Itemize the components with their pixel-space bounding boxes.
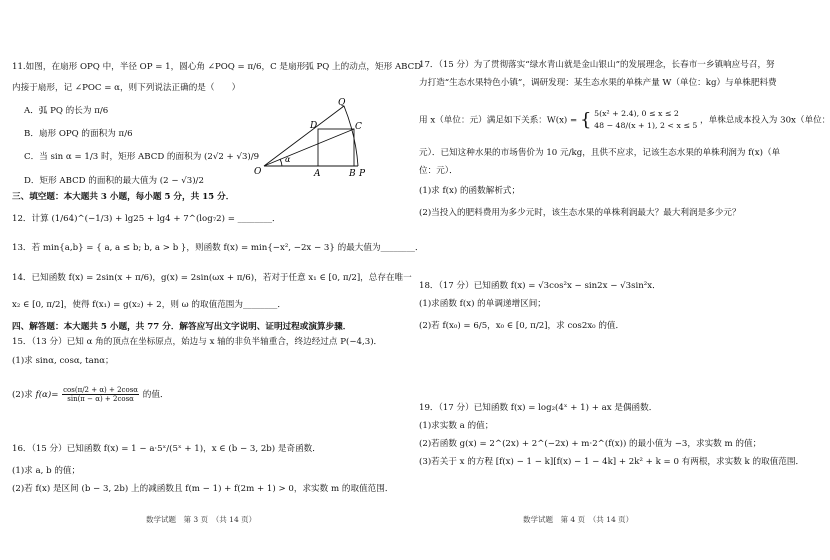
q17-line3-suffix: ，单株总成本投入为 30x（单位： xyxy=(700,115,830,126)
q17-case2: 48 − 48/(x + 1), 2 < x ≤ 5 xyxy=(594,121,698,130)
q18-part1: (1)求函数 f(x) 的单调递增区间； xyxy=(419,299,546,309)
q19-part2: (2)若函数 g(x) = 2^(2x) + 2^(−2x) + m·2^(f(x)) 的最小值为 −3，求实数 m 的值； xyxy=(419,439,762,449)
q11-option-b: B．扇形 OPQ 的面积为 π/6 xyxy=(24,129,133,139)
label-c: C xyxy=(355,122,362,132)
q18-part2: (2)若 f(x₀) = 6/5，x₀ ∈ [0, π/2]，求 cos2x₀ 的值． xyxy=(419,321,625,331)
q19-part3: (3)若关于 x 的方程 [f(x) − 1 − k][f(x) − 1 − 4k] + 2k² + k = 0 有两根，求实数 k 的取值范围． xyxy=(419,457,805,467)
q18-line1: 18．（17 分）已知函数 f(x) = √3cos²x − sin2x − √3sin²x． xyxy=(419,281,661,291)
q15-part2-suffix: 的值． xyxy=(142,390,169,400)
right-page-footer: 数学试题 第 4 页 （共 14 页） xyxy=(523,515,634,524)
label-o: O xyxy=(254,167,262,177)
q17-line5: 位：元）． xyxy=(419,166,458,176)
label-a: A xyxy=(314,169,321,179)
q17-part1: (1)求 f(x) 的函数解析式； xyxy=(419,186,521,196)
label-b: B xyxy=(349,169,356,179)
q17-case1: 5(x² + 2.4), 0 ≤ x ≤ 2 xyxy=(594,109,679,118)
q15-part2-prefix: (2)求 xyxy=(12,390,33,400)
label-p: P xyxy=(359,169,366,179)
q11-option-c: C．当 sin α = 1/3 时，矩形 ABCD 的面积为 (2√2 + √3)/9 xyxy=(24,152,260,162)
sector-figure xyxy=(252,96,372,178)
q16-part1: (1)求 a, b 的值； xyxy=(12,466,81,476)
radius-oq xyxy=(264,106,344,166)
q11-option-a: A．弧 PQ 的长为 π/6 xyxy=(24,106,109,116)
q17-line4: 元）．已知这种水果的市场售价为 10 元/kg，且供不应求，记该生态水果的单株利润为 f(x)（单 xyxy=(419,148,781,158)
arc-pq xyxy=(344,106,358,166)
q13: 13．若 min{a,b} = { a, a ≤ b; b, a > b }，则函数 f(x) = min{−x², −2x − 3} 的最大值为________． xyxy=(12,243,424,253)
label-q: Q xyxy=(338,98,346,108)
q17-part2: (2)当投入的肥料费用为多少元时，该生态水果的单株利润最大？最大利润是多少元？ xyxy=(419,208,741,218)
angle-alpha-arc xyxy=(280,159,282,166)
rectangle-abcd xyxy=(318,129,354,166)
q15-part2 xyxy=(12,386,169,403)
q17-line1: 17．（15 分）为了贯彻落实“绿水青山就是金山银山”的发展理念，长春市一乡镇响应号召，努 xyxy=(419,60,775,70)
label-d: D xyxy=(310,121,318,131)
q11-line2: 内接于扇形，记 ∠POC = α，则下列说法正确的是（ ） xyxy=(12,83,241,93)
q15-fraction xyxy=(62,386,139,403)
piecewise-brace: { xyxy=(579,109,592,131)
segment-oc xyxy=(264,129,354,166)
q12: 12．计算 (1/64)^(−1/3) + lg25 + lg4 + 7^(log₇2) = ________． xyxy=(12,214,281,224)
q19-part1: (1)求实数 a 的值； xyxy=(419,421,494,431)
left-page-footer: 数学试题 第 3 页 （共 14 页） xyxy=(146,515,257,524)
q17-piecewise xyxy=(594,108,697,132)
q16-part2: (2)若 f(x) 是区间 (b − 3, 2b) 上的减函数且 f(m − 1) + f(2m + 1) > 0，求实数 m 的取值范围． xyxy=(12,484,394,494)
section-3-heading: 三、填空题：本大题共 3 小题，每小题 5 分，共 15 分． xyxy=(12,192,235,202)
q15-fraction-denominator: sin(π − α) + 2cosα xyxy=(67,395,134,403)
q15-function-name: f(α)= xyxy=(35,390,59,400)
q14-line2: x₂ ∈ [0, π/2]，使得 f(x₁) = g(x₂) + 2，则 ω 的取值范围为________． xyxy=(12,300,286,310)
q11-line1: 11.如图，在扇形 OPQ 中，半径 OP = 1，圆心角 ∠POQ = π/6，C 是扇形弧 PQ 上的动点，矩形 ABCD xyxy=(12,62,422,72)
q14-line1: 14．已知函数 f(x) = 2sin(x + π/6)，g(x) = 2sin(ωx + π/6)，若对于任意 x₁ ∈ [0, π/2]，总存在唯一 xyxy=(12,273,412,283)
q17-line3-prefix: 用 x（单位：元）满足如下关系：W(x) = xyxy=(419,115,578,126)
q15-part1: (1)求 sinα, cosα, tanα； xyxy=(12,356,114,366)
q19-line1: 19．（17 分）已知函数 f(x) = log₂(4ˣ + 1) + ax 是偶函数． xyxy=(419,403,658,413)
right-page xyxy=(397,0,830,560)
q17-line2: 力打造“生态水果特色小镇”，调研发现：某生态水果的单株产量 W（单位：kg）与单株肥料费 xyxy=(419,78,777,88)
section-4-heading: 四、解答题：本大题共 5 小题，共 77 分．解答应写出文字说明、证明过程或演算步骤． xyxy=(12,322,352,332)
q15-fraction-numerator: cos(π/2 + α) + 2cosα xyxy=(63,386,139,394)
q17-line3 xyxy=(419,108,830,132)
label-alpha: α xyxy=(285,155,291,164)
q16-line1: 16．（15 分）已知函数 f(x) = 1 − a·5ˣ/(5ˣ + 1)，x ∈ (b − 3, 2b) 是奇函数． xyxy=(12,444,321,454)
q15-line1: 15．（13 分）已知 α 角的顶点在坐标原点，始边与 x 轴的非负半轴重合，终边经过点 P(−4,3)． xyxy=(12,337,383,347)
q11-option-d: D．矩形 ABCD 的面积的最大值为 (2 − √3)/2 xyxy=(24,176,204,186)
